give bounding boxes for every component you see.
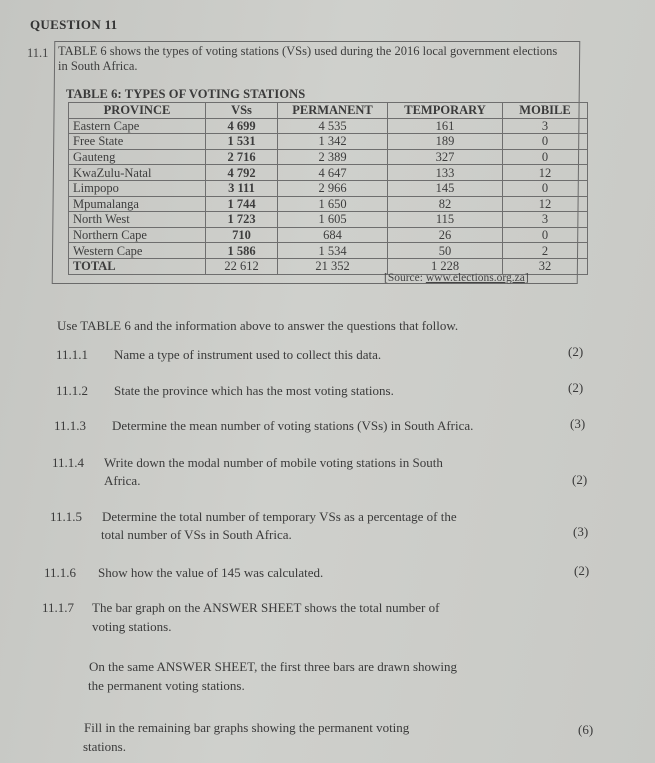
cell-total-mobile: 32 [503, 258, 588, 274]
cell-province: Northern Cape [69, 227, 206, 243]
question-text: Show how the value of 145 was calculated. [98, 565, 324, 580]
question-marks: (2) [574, 563, 590, 578]
question-text-line-2: total number of VSs in South Africa. [101, 527, 292, 542]
cell-province: Mpumalanga [69, 196, 206, 212]
question-title: QUESTION 11 [30, 17, 118, 32]
cell-temporary: 161 [388, 118, 503, 134]
q117-paragraph-3-line-1: Fill in the remaining bar graphs showing the permanent voting [84, 720, 410, 735]
cell-vss: 4 699 [206, 118, 278, 134]
q117-paragraph-2-line-1: On the same ANSWER SHEET, the first three bars are drawn showing [89, 659, 458, 674]
table-row [69, 243, 588, 259]
header-vss: VSs [206, 103, 278, 119]
question-text-line-2: Africa. [104, 473, 141, 488]
question-11-1-1 [56, 346, 381, 363]
cell-province: Western Cape [69, 243, 206, 259]
cell-temporary: 82 [388, 196, 503, 212]
table-row [69, 134, 588, 150]
cell-temporary: 189 [388, 134, 503, 150]
table-row [69, 212, 588, 228]
question-number: 11.1.4 [52, 455, 85, 470]
cell-mobile: 0 [503, 180, 588, 196]
question-number: 11.1.5 [50, 509, 83, 524]
cell-province: Limpopo [69, 180, 206, 196]
cell-province: Gauteng [69, 149, 206, 165]
cell-temporary: 26 [388, 227, 503, 243]
cell-total-permanent: 21 352 [278, 258, 388, 274]
question-number: 11.1.2 [56, 383, 89, 398]
cell-vss: 1 531 [206, 134, 278, 150]
header-province: PROVINCE [69, 103, 206, 119]
q117-paragraph-2-line-2: the permanent voting stations. [88, 678, 245, 693]
question-marks: (6) [578, 722, 594, 737]
cell-mobile: 0 [503, 227, 588, 243]
cell-mobile: 3 [503, 212, 588, 228]
cell-permanent: 1 342 [278, 134, 388, 150]
table-row [69, 196, 588, 212]
cell-mobile: 0 [503, 134, 588, 150]
cell-temporary: 50 [388, 243, 503, 259]
question-number: 11.1.1 [56, 347, 89, 362]
cell-temporary: 133 [388, 165, 503, 181]
table-row [69, 149, 588, 165]
question-marks: (2) [572, 472, 588, 487]
question-text-line-1: Determine the total number of temporary VSs as a percentage of the [102, 509, 457, 524]
cell-mobile: 0 [503, 149, 588, 165]
instruction-text: Use TABLE 6 and the information above to answer the questions that follow. [57, 318, 459, 333]
question-marks: (2) [568, 344, 584, 359]
question-number: 11.1.7 [42, 600, 75, 615]
question-11-1-2 [56, 382, 394, 399]
cell-total-label: TOTAL [69, 258, 206, 274]
cell-mobile: 12 [503, 165, 588, 181]
table-source [384, 272, 529, 284]
question-marks: (2) [568, 380, 584, 395]
cell-mobile: 12 [503, 196, 588, 212]
question-marks: (3) [570, 416, 586, 431]
cell-permanent: 684 [278, 227, 388, 243]
q117-paragraph-3-line-2: stations. [83, 739, 126, 754]
source-prefix: [Source: [384, 272, 426, 284]
cell-province: KwaZulu-Natal [69, 165, 206, 181]
question-text-line-1: Write down the modal number of mobile voting stations in South [104, 455, 443, 470]
cell-vss: 1 723 [206, 212, 278, 228]
cell-province: Free State [69, 134, 206, 150]
header-temporary: TEMPORARY [388, 103, 503, 119]
question-marks: (3) [573, 524, 589, 539]
question-11-1-6 [44, 564, 323, 581]
question-11-1-7 [42, 599, 439, 616]
source-suffix: ] [524, 272, 529, 284]
question-number: 11.1.3 [54, 418, 87, 433]
question-11-1-3 [54, 417, 473, 434]
table-row [69, 118, 588, 134]
table-row [69, 180, 588, 196]
cell-vss: 2 716 [206, 149, 278, 165]
cell-permanent: 2 389 [278, 149, 388, 165]
header-permanent: PERMANENT [278, 103, 388, 119]
question-text: State the province which has the most voting stations. [114, 383, 394, 398]
cell-vss: 3 111 [206, 180, 278, 196]
question-11-1-4 [52, 454, 443, 471]
question-text: Determine the mean number of voting stations (VSs) in South Africa. [112, 418, 474, 433]
cell-total-temporary: 1 228 [388, 258, 503, 274]
question-number: 11.1.6 [44, 565, 77, 580]
source-link[interactable]: www.elections.org.za [425, 272, 525, 284]
cell-permanent: 4 647 [278, 165, 388, 181]
table-header-row [69, 103, 588, 119]
cell-vss: 1 744 [206, 196, 278, 212]
voting-stations-table [68, 102, 588, 275]
cell-total-vss: 22 612 [206, 258, 278, 274]
cell-province: North West [69, 212, 206, 228]
header-mobile: MOBILE [503, 103, 588, 119]
cell-province: Eastern Cape [69, 118, 206, 134]
cell-mobile: 3 [503, 118, 588, 134]
question-text: Name a type of instrument used to collect this data. [114, 347, 382, 362]
question-text-line-1: The bar graph on the ANSWER SHEET shows the total number of [92, 600, 440, 615]
section-number: 11.1 [27, 46, 49, 60]
cell-permanent: 1 534 [278, 243, 388, 259]
cell-mobile: 2 [503, 243, 588, 259]
cell-permanent: 1 605 [278, 212, 388, 228]
table-row [69, 227, 588, 243]
cell-permanent: 2 966 [278, 180, 388, 196]
cell-vss: 710 [206, 227, 278, 243]
cell-temporary: 115 [388, 212, 503, 228]
question-11-1-5 [50, 508, 457, 525]
intro-text: TABLE 6 shows the types of voting stations (VSs) used during the 2016 local government elections in South Africa. [58, 44, 558, 73]
question-text-line-2: voting stations. [92, 619, 172, 634]
cell-temporary: 145 [388, 180, 503, 196]
cell-vss: 4 792 [206, 165, 278, 181]
table-title: TABLE 6: TYPES OF VOTING STATIONS [66, 87, 306, 101]
table-row [69, 165, 588, 181]
cell-permanent: 1 650 [278, 196, 388, 212]
cell-permanent: 4 535 [278, 118, 388, 134]
cell-vss: 1 586 [206, 243, 278, 259]
cell-temporary: 327 [388, 149, 503, 165]
